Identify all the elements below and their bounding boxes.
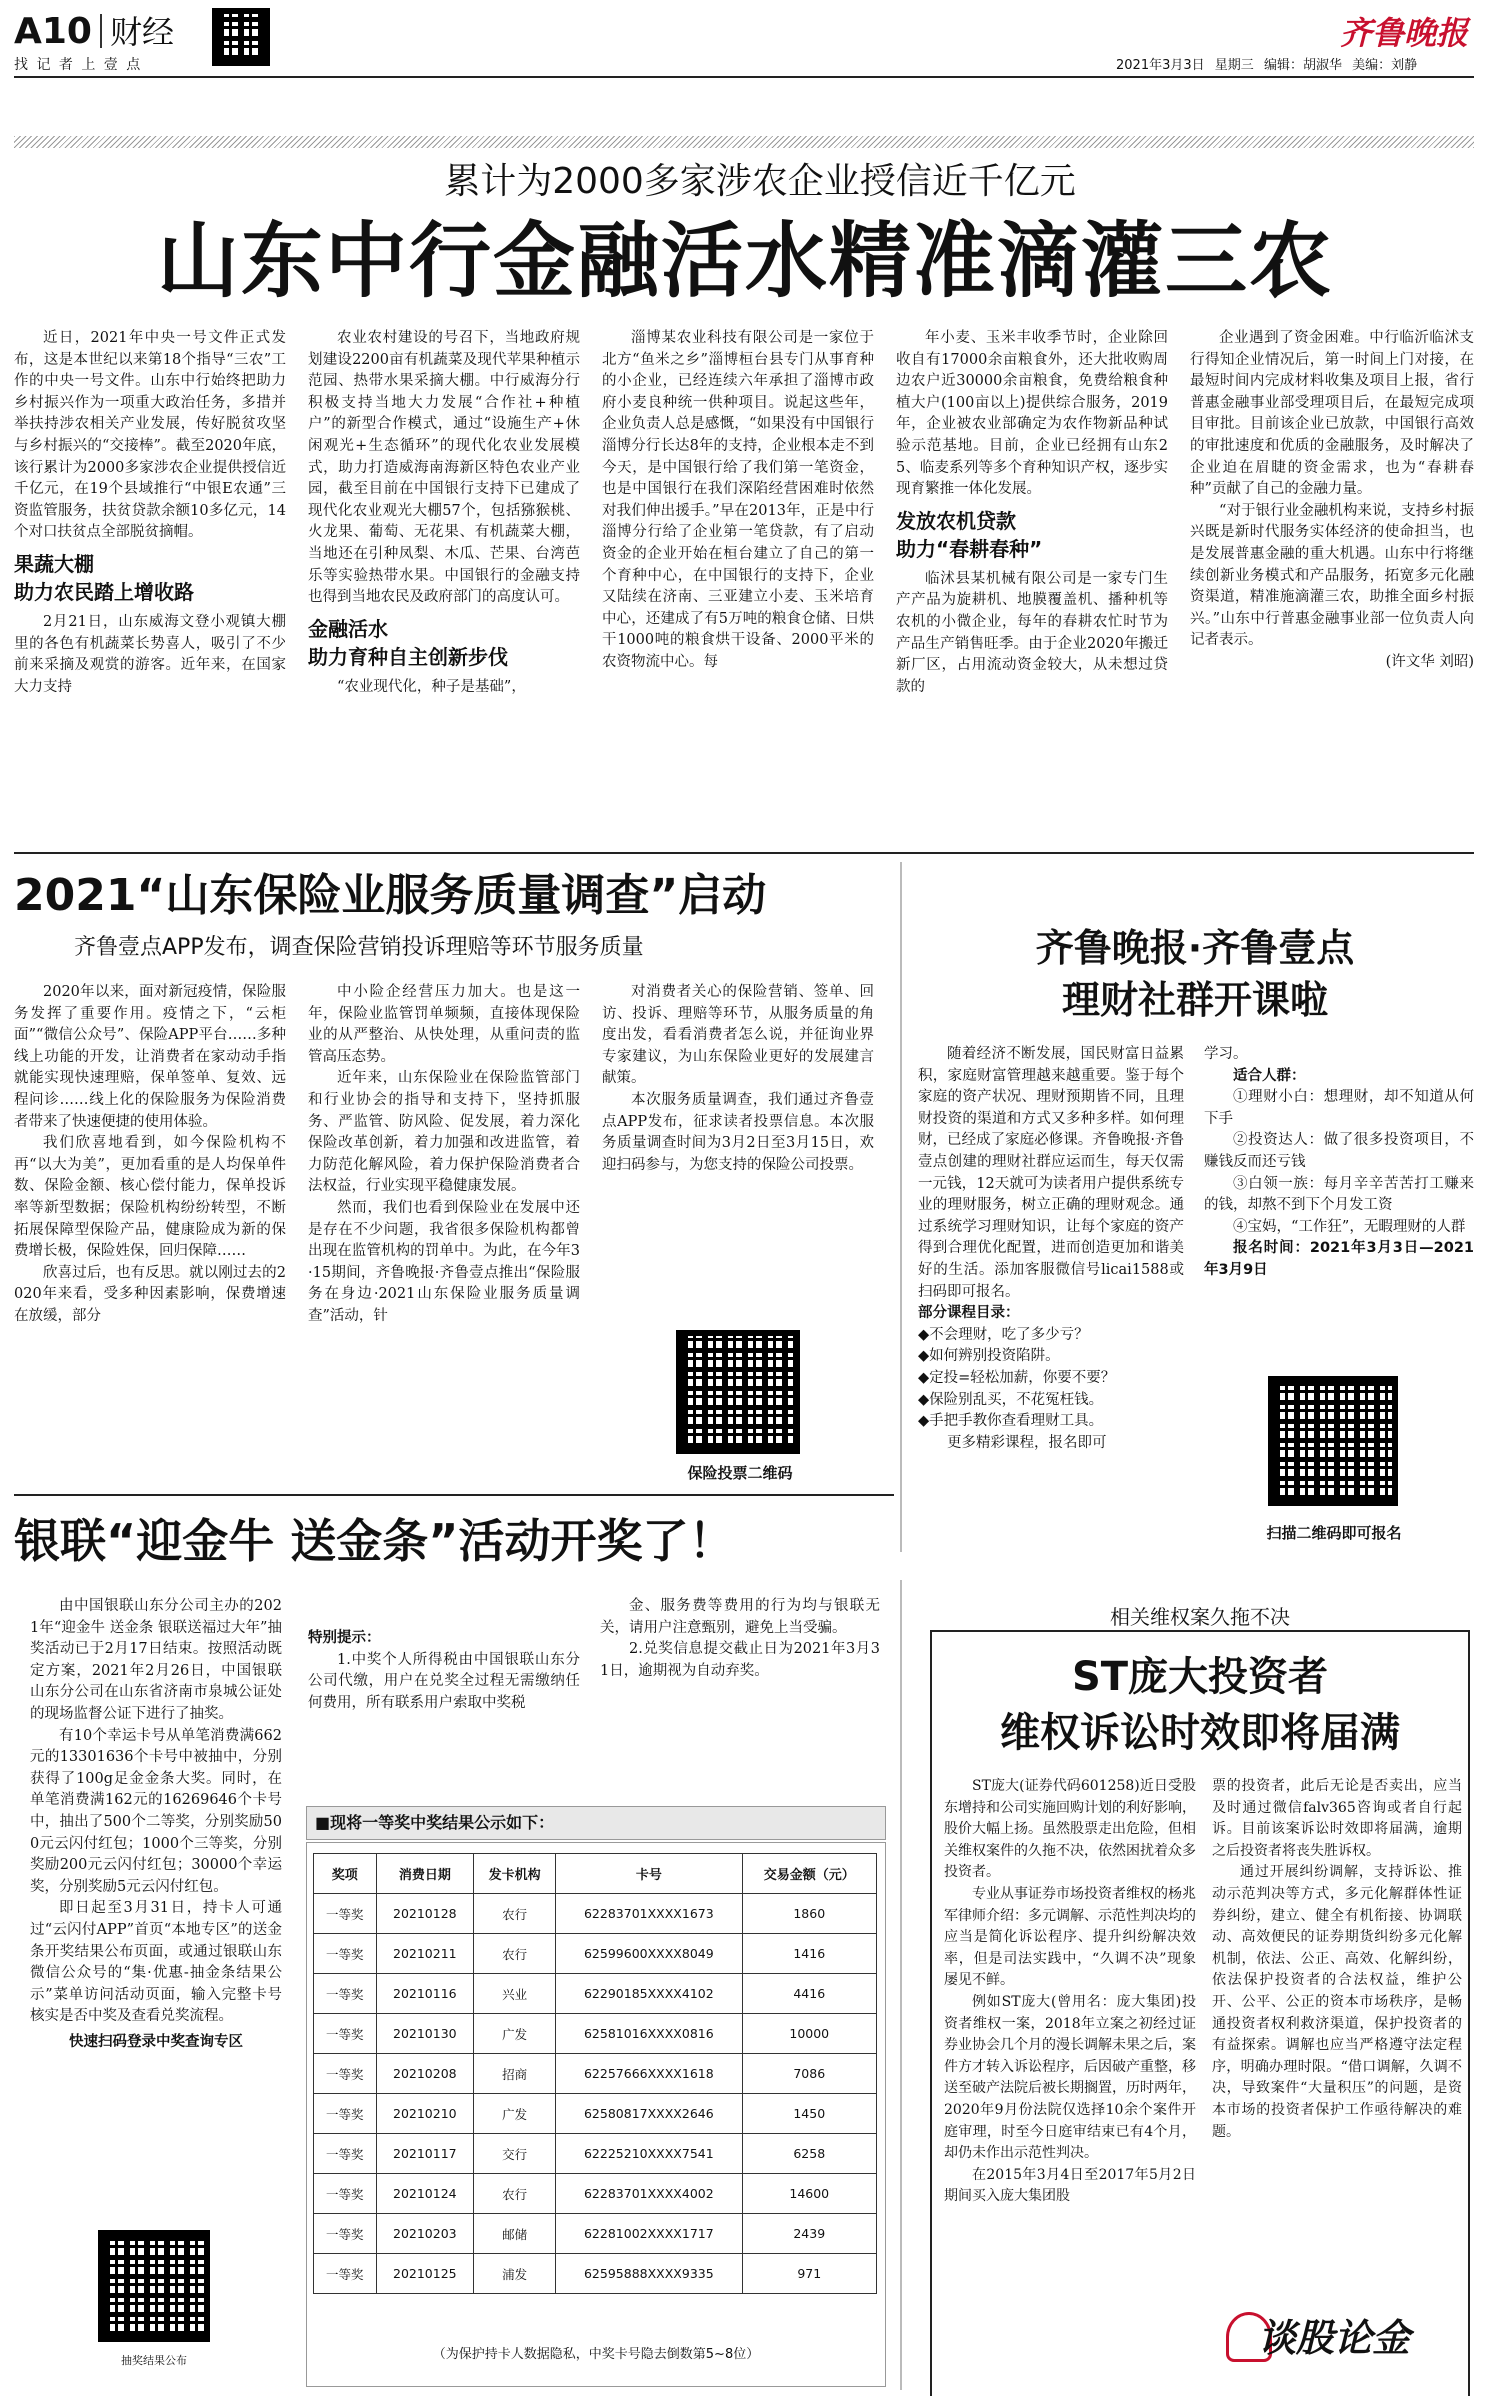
paragraph: 专业从事证券市场投资者维权的杨兆军律师介绍：多元调解、示范性判决均的应当是简化诉讼程序、提升纠纷解决效率，但是司法实践中，“久调不决”现象屡见不鲜。 (944, 1885, 1196, 1989)
table-cell: 兴业 (474, 1974, 556, 2014)
crowd-item: ④宝妈，“工作狂”，无暇理财的人群 (1233, 1218, 1466, 1235)
hatched-band (14, 136, 1474, 148)
table-row (314, 2174, 877, 2214)
brand-logo: 齐鲁晚报 (1340, 14, 1469, 52)
finance-club-title-2: 理财社群开课啦 (1061, 978, 1328, 1022)
course-item: ◆定投=轻松加薪，你要不要？ (918, 1369, 1116, 1386)
tip-paragraph: 1.中奖个人所得税由中国银联山东分公司代缴，用户在兑奖全过程无需缴纳任何费用，所有联系用户索取中奖税 (308, 1651, 580, 1711)
table-cell: 7086 (742, 2054, 876, 2094)
table-cell: 一等奖 (314, 2014, 377, 2054)
unionpay-column-1 (30, 1596, 282, 2196)
finance-club-column-2 (1204, 1044, 1474, 1334)
table-cell: 农行 (474, 1934, 556, 1974)
subheading-line: 发放农机贷款 (896, 508, 1016, 533)
subheading-line: 助力农民踏上增收路 (14, 579, 194, 604)
table-note: （为保护持卡人数据隐私，中奖卡号隐去倒数第5~8位） (432, 2347, 760, 2362)
table-cell: 62595888XXXX9335 (556, 2254, 742, 2294)
section-rule (14, 852, 1474, 854)
table-cell: 2439 (742, 2214, 876, 2254)
designer-credit: 美编：刘静 (1352, 58, 1418, 73)
paragraph: 我们欣喜地看到，如今保险机构不再“以大为美”，更加看重的是人均保单件数、保险金额、核心偿付能力，保单投诉率等新型数据；保险机构纷纷转型，不断拓展保障型保险产品，健康险成为新的保费增长极，保险姓保，回归保障…… (14, 1135, 286, 1260)
column-header: 消费日期 (376, 1854, 474, 1894)
table-row (314, 2054, 877, 2094)
subheading-line: 果蔬大棚 (14, 551, 94, 576)
table-cell: 一等奖 (314, 1934, 377, 1974)
table-row (314, 1974, 877, 2014)
paragraph: 临沭县某机械有限公司是一家专门生产产品为旋耕机、地膜覆盖机、播种机等农机的小微企业，每年的春耕农忙时节为产品生产销售旺季。由于企业2020年搬迁新厂区，占用流动资金较大，从未想过贷款的 (896, 570, 1168, 695)
table-cell: 1416 (742, 1934, 876, 1974)
insurance-column-1 (14, 982, 286, 1480)
table-cell: 交行 (474, 2134, 556, 2174)
paragraph: “对于银行业金融机构来说，支持乡村振兴既是新时代服务实体经济的使命担当，也是发展普惠金融的重大机遇。山东中行将继续创新业务模式和产品服务，拓宽多元化融资渠道，精准施滴灌三农，助推全面乡村振兴。”山东中行普惠金融事业部一位负责人向记者表示。 (1190, 502, 1474, 649)
unionpay-qr-code[interactable] (98, 2230, 210, 2342)
table-cell: 10000 (742, 2014, 876, 2054)
table-cell: 20210130 (376, 2014, 474, 2054)
tips-title: 特别提示： (308, 1630, 381, 1646)
table-cell: 一等奖 (314, 2174, 377, 2214)
table-row (314, 2134, 877, 2174)
st-title-2: 维权诉讼时效即将届满 (1000, 1710, 1400, 1756)
subheading (896, 507, 1168, 563)
paragraph: “农业现代化，种子是基础”， (337, 678, 526, 695)
insurance-column-3 (602, 982, 874, 1282)
table-cell: 一等奖 (314, 1974, 377, 2014)
table-cell: 62281002XXXX1717 (556, 2214, 742, 2254)
insurance-qr-caption: 保险投票二维码 (687, 1464, 793, 1482)
subheading-line: 助力育种自主创新步伐 (308, 644, 508, 669)
finance-club-qr-code[interactable] (1268, 1376, 1398, 1506)
insurance-column-2 (308, 982, 580, 1480)
subheading-line: 金融活水 (308, 616, 388, 641)
unionpay-headline: 银联“迎金牛 送金条”活动开奖了！ (14, 1514, 735, 1568)
paragraph: 近年来，山东保险业在保险监管部门和行业协会的指导和支持下，坚持抓服务、严监管、防风险、促发展，着力深化保险改革创新，着力加强和改进监管，着力防范化解风险，着力保护保险消费者合法权益，行业实现平稳健康发展。 (308, 1070, 580, 1195)
table-cell: 62290185XXXX4102 (556, 1974, 742, 2014)
table-row (314, 1894, 877, 1934)
course-item: ◆手把手教你查看理财工具。 (918, 1413, 1104, 1430)
lead-column-5 (1190, 328, 1474, 840)
paragraph: 例如ST庞大(曾用名：庞大集团)投资者维权一案，2018年立案之初经过证券业协会几个月的漫长调解未果之后，案件方才转入诉讼程序，后因破产重整，移送至破产法院后被长期搁置，历时两年，2020年9月份法院仅选择10余个案件开庭审理，时至今日庭审结束已有4个月，却仍未作出示范性判决。 (944, 1993, 1196, 2162)
table-cell: 62225210XXXX7541 (556, 2134, 742, 2174)
prize-table (313, 1853, 877, 2294)
table-row (314, 2254, 877, 2294)
paragraph: 即日起至3月31日，持卡人可通过“云闪付APP”首页“本地专区”的送金条开奖结果公布页面，或通过银联山东微信公众号的“集·优惠-抽金条结果公示”菜单访问活动页面，输入完整卡号核实是否中奖及查看兑奖流程。 (30, 1900, 282, 2025)
table-cell: 一等奖 (314, 2254, 377, 2294)
subheading (308, 615, 580, 671)
target-crowd-title: 适合人群： (1233, 1067, 1306, 1084)
table-cell: 20210203 (376, 2214, 474, 2254)
column-header: 交易金额（元） (742, 1854, 876, 1894)
section-name: 财经 (110, 13, 175, 51)
paragraph: 学习。 (1204, 1046, 1248, 1062)
table-cell: 邮储 (474, 2214, 556, 2254)
table-cell: 招商 (474, 2054, 556, 2094)
table-cell: 20210125 (376, 2254, 474, 2294)
table-cell: 971 (742, 2254, 876, 2294)
column-divider (900, 1580, 902, 2390)
paragraph: 在2015年3月4日至2017年5月2日期间买入庞大集团股 (944, 2166, 1196, 2205)
masthead-divider (100, 14, 102, 48)
tip-paragraph: 金、服务费等费用的行为均与银联无关，请用户注意甄别，避免上当受骗。 (600, 1598, 880, 1636)
unionpay-qr-caption: 抽奖结果公布 (121, 2354, 187, 2367)
table-cell: 20210116 (376, 1974, 474, 2014)
table-title-bar: ■现将一等奖中奖结果公示如下： (306, 1806, 886, 1840)
table-cell: 一等奖 (314, 2094, 377, 2134)
unionpay-tips-column-2 (600, 1596, 880, 1756)
column-header: 奖项 (314, 1854, 377, 1894)
table-cell: 20210128 (376, 1894, 474, 1934)
table-cell: 6258 (742, 2134, 876, 2174)
paragraph: 本次服务质量调查，我们通过齐鲁壹点APP发布，征求读者投票信息。本次服务质量调查时间为3月2日至3月15日，欢迎扫码参与，为您支持的保险公司投票。 (602, 1091, 874, 1173)
table-cell: 浦发 (474, 2254, 556, 2294)
course-item: ◆如何辨别投资陷阱。 (918, 1348, 1060, 1365)
table-row (314, 2014, 877, 2054)
lead-kicker: 累计为2000多家涉农企业授信近千亿元 (444, 161, 1076, 202)
paragraph: 随着经济不断发展，国民财富日益累积，家庭财富管理越来越重要。鉴于每个家庭的资产状况、理财预期皆不同，且理财投资的渠道和方式又多种多样。如何理财，已经成了家庭必修课。齐鲁晚报·齐鲁壹点创建的理财社群应运而生，每天仅需一元钱，12天就可为读者用户提供系统专业的理财服务，树立正确的理财观念。通过系统学习理财知识，让每个家庭的资产得到合理优化配置，进而创造更加和谐美好的生活。添加客服微信号licai1588或扫码即可报名。 (918, 1046, 1184, 1300)
course-item: ◆不会理财，吃了多少亏？ (918, 1326, 1089, 1343)
lead-column-3 (602, 328, 874, 840)
finance-club-title-1: 齐鲁晚报·齐鲁壹点 (1035, 926, 1355, 970)
masthead-rule (14, 76, 1474, 78)
masthead-slogan: 找 记 者 上 壹 点 (14, 57, 143, 73)
table-cell: 4416 (742, 1974, 876, 2014)
table-cell: 20210211 (376, 1934, 474, 1974)
table-cell: 一等奖 (314, 2134, 377, 2174)
table-cell: 一等奖 (314, 2214, 377, 2254)
lead-column-2 (308, 328, 580, 840)
table-cell: 广发 (474, 2094, 556, 2134)
table-cell: 62599600XXXX8049 (556, 1934, 742, 1974)
table-cell: 农行 (474, 2174, 556, 2214)
issue-weekday: 星期三 (1214, 58, 1254, 73)
lead-headline: 山东中行金融活水精准滴灌三农 (156, 214, 1333, 309)
paragraph: 中小险企经营压力加大。也是这一年，保险业监管罚单频频，直接体现保险业的从严整治、从快处理，从重问责的监管高压态势。 (308, 984, 580, 1065)
column-header: 卡号 (556, 1854, 742, 1894)
editor-credit: 编辑：胡淑华 (1263, 58, 1342, 73)
paragraph: 年小麦、玉米丰收季节时，企业除回收自有17000余亩粮食外，还大批收购周边农户近30000余亩粮食，免费给粮食种植大户(100亩以上)提供综合服务，2019年，企业被农业部确定为农作物新品种试验示范基地。目前，企业已经拥有山东25、临麦系列等多个育种知识产权，逐步实现育繁推一体化发展。 (896, 330, 1168, 498)
table-row (314, 2214, 877, 2254)
st-kicker: 相关维权案久拖不决 (1110, 1605, 1290, 1629)
course-item: ◆保险别乱买，不花冤枉钱。 (918, 1391, 1104, 1408)
lead-column-4 (896, 328, 1168, 840)
paragraph: ST庞大(证券代码601258)近日受股东增持和公司实施回购计划的利好影响，股价大幅上扬。虽然股票走出危险，但相关维权案件的久拖不决，依然困扰着众多投资者。 (944, 1778, 1196, 1881)
table-cell: 1450 (742, 2094, 876, 2134)
st-title-1: ST庞大投资者 (1071, 1654, 1329, 1700)
paragraph: 通过开展纠纷调解，支持诉讼、推动示范判决等方式，多元化解群体性证券纠纷，建立、健全有机衔接、协调联动、高效便民的证券期货纠纷多元化解机制，依法、公正、高效、化解纠纷，依法保护投资者的合法权益，维护公开、公平、公正的资本市场秩序，是畅通投资者权利救济渠道，保护投资者的有益探索。调解也应当严格遵守法定程序，明确办理时限。“借口调解，久调不决，导致案件“大量积压”的问题，是资本市场的投资者保护工作亟待解决的难题。 (1212, 1864, 1462, 2140)
table-cell: 62581016XXXX0816 (556, 2014, 742, 2054)
paragraph: 由中国银联山东分公司主办的2021年“迎金牛 送金条 银联送福过大年”抽奖活动已于2月17日结束。按照活动既定方案，2021年2月26日，中国银联山东分公司在山东省济南市泉城公证处的现场监督公证下进行了抽奖。 (30, 1598, 282, 1722)
paragraph: 淄博某农业科技有限公司是一家位于北方“鱼米之乡”淄博桓台县专门从事育种的小企业，已经连续六年承担了淄博市政府小麦良种统一供种项目。说起这些年，企业负责人总是感慨，“如果没有中国银行淄博分行长达8年的支持，企业根本走不到今天，是中国银行给了我们第一笔资金，也是中国银行在我们深陷经营困难时依然对我们伸出援手。”早在2013年，正是中行淄博分行给了企业第一笔贷款，有了启动资金的企业开始在桓台建立了自己的第一个育种中心，在中国银行的支持下，企业又陆续在济南、三亚建立小麦、玉米培育中心，还建成了有5万吨的粮食仓储、日烘干1000吨的粮食烘干设备、2000平米的农资物流中心。每 (602, 330, 874, 670)
column-divider (900, 862, 902, 1552)
paragraph: 2月21日，山东威海文登小观镇大棚里的各色有机蔬菜长势喜人，吸引了不少前来采摘及观赏的游客。近年来，在国家大力支持 (14, 613, 286, 695)
tip-paragraph: 2.兑奖信息提交截止日为2021年3月31日，逾期视为自动弃奖。 (600, 1641, 880, 1679)
column-header: 发卡机构 (474, 1854, 556, 1894)
section-rule (14, 1494, 894, 1496)
table-cell: 62580817XXXX2646 (556, 2094, 742, 2134)
paragraph: 农业农村建设的号召下，当地政府规划建设2200亩有机蔬菜及现代苹果种植示范园、热带水果采摘大棚。中行威海分行积极支持当地大力发展“合作社+种植户”的新型合作模式，通过“设施生产+休闲观光+生态循环”的现代化农业发展模式，助力打造威海南海新区特色农业产业园，截至目前在中国银行支持下已建成了现代化农业观光大棚57个，包括猕猴桃、火龙果、葡萄、无花果、有机蔬菜大棚，当地还在引种凤梨、木瓜、芒果、台湾芭乐等实验热带水果。中国银行的金融支持也得到当地农民及政府部门的高度认可。 (308, 330, 580, 606)
lead-byline: (许文华 刘昭) (1385, 653, 1474, 670)
table-row (314, 1934, 877, 1974)
page-number: A10 (14, 11, 92, 52)
table-header-row (314, 1854, 877, 1894)
finance-club-qr-caption: 扫描二维码即可报名 (1266, 1524, 1402, 1542)
prize-table-frame (306, 1842, 886, 2387)
insurance-subtitle: 齐鲁壹点APP发布，调查保险营销投诉理赔等环节服务质量 (74, 935, 644, 960)
stock-talk-logo: 谈股论金 (1258, 2316, 1411, 2360)
table-cell: 20210117 (376, 2134, 474, 2174)
issue-date: 2021年3月3日 (1116, 58, 1205, 73)
masthead-meta (1116, 54, 1417, 73)
unionpay-tips-column-1 (308, 1628, 580, 1778)
table-cell: 1860 (742, 1894, 876, 1934)
paragraph: 更多精彩课程，报名即可 (947, 1434, 1107, 1451)
table-cell: 广发 (474, 2014, 556, 2054)
paragraph: 2020年以来，面对新冠疫情，保险服务发挥了重要作用。疫情之下，“云柜面”“微信公众号”、保险APP平台……多种线上功能的开发，让消费者在家动动手指就能实现快速理赔，保单签单、复效、远程问诊……线上化的保险服务为保险消费者带来了快速便捷的使用体验。 (14, 984, 286, 1130)
lead-column-1 (14, 328, 286, 840)
st-column-2 (1212, 1776, 1462, 2296)
paragraph: 有10个幸运卡号从单笔消费满662元的13301636个卡号中被抽中，分别获得了100g足金金条大奖。同时，在单笔消费满162元的16269646个卡号中，抽出了500个二等奖，分别奖励500元云闪付红包；1000个三等奖，分别奖励200元云闪付红包；30000个幸运奖，分别奖励5元云闪付红包。 (30, 1727, 282, 1895)
paragraph: 企业遇到了资金困难。中行临沂临沭支行得知企业情况后，第一时间上门对接，在最短时间内完成材料收集及项目上报，省行普惠金融事业部受理项目后，在最短完成项目审批。目前该企业已放款，中国银行高效的审批速度和优质的金融服务，及时解决了企业迫在眉睫的资金需求，也为“春耕春种”贡献了自己的金融力量。 (1190, 330, 1474, 498)
crowd-item: ②投资达人：做了很多投资项目，不赚钱反而还亏钱 (1204, 1132, 1474, 1170)
table-cell: 20210208 (376, 2054, 474, 2094)
finance-club-column-1 (918, 1044, 1184, 1564)
paragraph: 票的投资者，此后无论是否卖出，应当及时通过微信falv365咨询或者自行起诉。目前该案诉讼时效即将届满，逾期之后投资者将丧失胜诉权。 (1212, 1778, 1462, 1859)
paragraph: 对消费者关心的保险营销、签单、回访、投诉、理赔等环节，从服务质量的角度出发，看看消费者怎么说，并征询业界专家建议，为山东保险业更好的发展建言献策。 (602, 984, 874, 1087)
table-cell: 一等奖 (314, 2054, 377, 2094)
unionpay-qr-title: 快速扫码登录中奖查询专区 (69, 2033, 243, 2050)
table-cell: 农行 (474, 1894, 556, 1934)
crowd-item: ③白领一族：每月辛辛苦苦打工赚来的钱，却熬不到下个月发工资 (1204, 1175, 1474, 1214)
st-column-1 (944, 1776, 1196, 2388)
paragraph: 近日，2021年中央一号文件正式发布，这是本世纪以来第18个指导“三农”工作的中央一号文件。山东中行始终把助力乡村振兴作为一项重大政治任务，多措并举扶持涉农相关产业发展，传好脱贫攻坚与乡村振兴的“交接棒”。截至2020年底，该行累计为2000多家涉农企业提供授信近千亿元，在19个县域推行“中银E农通”三资监管服务，扶贫贷款余额10多亿元，14个对口扶贫点全部脱贫摘帽。 (14, 330, 286, 541)
subheading-line: 助力“春耕春种” (896, 536, 1043, 561)
masthead-qr-code[interactable] (212, 8, 270, 66)
subheading (14, 550, 286, 606)
table-row (314, 2094, 877, 2134)
table-cell: 20210210 (376, 2094, 474, 2134)
table-cell: 一等奖 (314, 1894, 377, 1934)
signup-time: 报名时间：2021年3月3日—2021年3月9日 (1204, 1240, 1474, 1278)
table-cell: 62257666XXXX1618 (556, 2054, 742, 2094)
paragraph: 欣喜过后，也有反思。就以刚过去的2020年来看，受多种因素影响，保费增速在放缓，部分 (14, 1264, 286, 1324)
table-cell: 20210124 (376, 2174, 474, 2214)
course-list-title: 部分课程目录： (918, 1305, 1020, 1322)
insurance-headline: 2021“山东保险业服务质量调查”启动 (14, 870, 767, 921)
insurance-vote-qr-code[interactable] (676, 1330, 800, 1454)
table-cell: 62283701XXXX1673 (556, 1894, 742, 1934)
table-cell: 62283701XXXX4002 (556, 2174, 742, 2214)
crowd-item: ①理财小白：想理财，却不知道从何下手 (1204, 1089, 1474, 1127)
paragraph: 然而，我们也看到保险业在发展中还是存在不少问题，我省很多保险机构都曾出现在监管机构的罚单中。为此，在今年3·15期间，齐鲁晚报·齐鲁壹点推出“保险服务在身边·2021山东保险业服务质量调查”活动，针 (308, 1199, 580, 1324)
table-cell: 14600 (742, 2174, 876, 2214)
